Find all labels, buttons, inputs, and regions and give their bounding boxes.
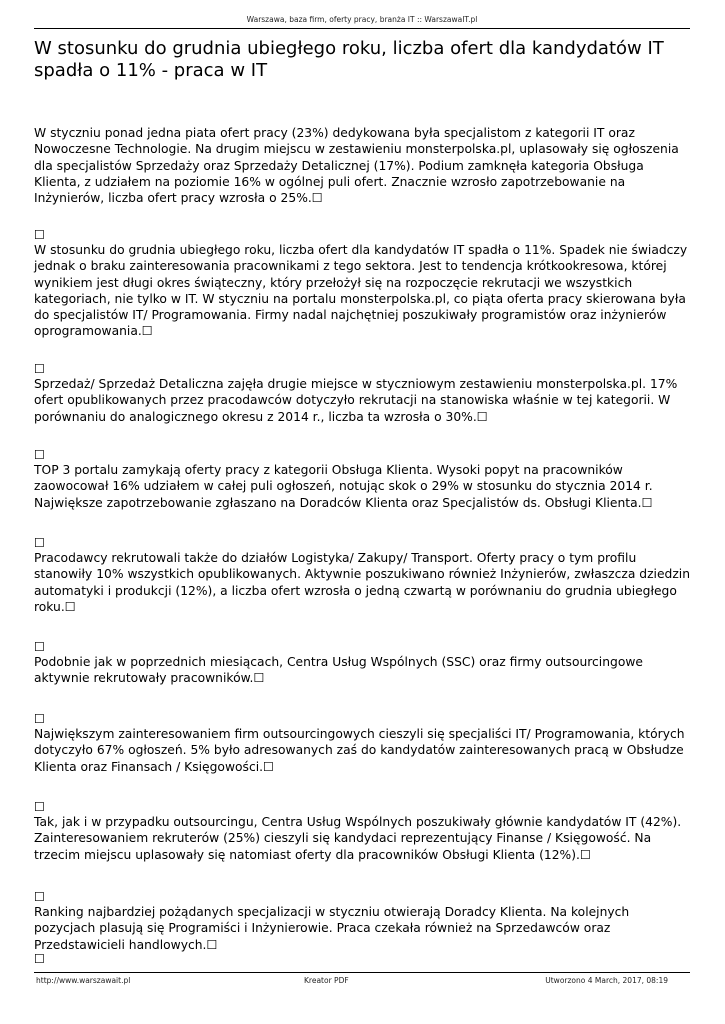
footer-divider [34, 972, 690, 973]
box-glyph-icon: ☐ [579, 847, 591, 862]
article-title: W stosunku do grudnia ubiegłego roku, liczba ofert dla kandydatów IT spadła o 11% - praca w IT [34, 38, 664, 81]
paragraph-7: Największym zainteresowaniem firm outsourcingowych cieszyli się specjaliści IT/ Programowania, których dotyczyło 67% ogłoszeń. 5% było adresowanych zaś do kandydatów zainteresowanych pracą w Obsłudze Klienta oraz Finansach / Księgowości.☐ [34, 727, 685, 774]
paragraph-6: Podobnie jak w poprzednich miesiącach, Centra Usług Wspólnych (SSC) oraz firmy outsourcingowe aktywnie rekrutowały pracowników.☐ [34, 655, 643, 686]
running-header: Warszawa, baza firm, oferty pracy, branża IT :: WarszawaIT.pl [246, 15, 478, 24]
paragraph-3: Sprzedaż/ Sprzedaż Detaliczna zajęła drugie miejsce w styczniowym zestawieniu monsterpolska.pl. 17% ofert opublikowanych przez pracodawców dotyczyło rekrutacji na stanowiska właśnie w tej kategorii. W porównaniu do analogicznego okresu z 2014 r., liczba ta wzrosła o 30%.☐ [34, 377, 678, 424]
paragraph-8: Tak, jak i w przypadku outsourcingu, Centra Usług Wspólnych poszukiwały głównie kandydatów IT (42%). Zainteresowaniem rekruterów (25%) cieszyli się kandydaci reprezentujący Finanse / Księgowość. Na trzecim miejscu uplasowały się natomiast oferty dla pracowników Obsługi Klienta (12%).☐ [34, 815, 682, 862]
box-glyph-icon: ☐ [34, 890, 46, 904]
box-glyph-icon: ☐ [476, 409, 488, 424]
paragraph-4: TOP 3 portalu zamykają oferty pracy z kategorii Obsługa Klienta. Wysoki popyt na pracowników zaowocował 16% udziałem w całej puli ogłoszeń, notując skok o 29% w stosunku do stycznia 2014 r. Największe zapotrzebowanie zgłaszano na Doradców Klienta oraz Specjalistów ds. Obsługi Klienta.☐ [34, 463, 653, 510]
footer-generator: Kreator PDF [304, 976, 349, 985]
box-glyph-icon: ☐ [253, 671, 265, 686]
box-glyph-icon: ☐ [34, 228, 46, 242]
box-glyph-icon: ☐ [34, 448, 46, 462]
box-glyph-icon: ☐ [34, 640, 46, 654]
box-glyph-icon: ☐ [641, 495, 653, 510]
paragraph-1: W styczniu ponad jedna piata ofert pracy (23%) dedykowana była specjalistom z kategorii IT oraz Nowoczesne Technologie. Na drugim miejscu w zestawieniu monsterpolska.pl, uplasowały się ogłoszenia dla specjalistów Sprzedaży oraz Sprzedaży Detalicznej (17%). Podium zamknęła kategoria Obsługa Klienta, z udziałem na poziomie 16% w ogólnej puli ofert. Znacznie wzrosło zapotrzebowanie na Inżynierów, liczba ofert pracy wzrosła o 25%.☐ [34, 126, 679, 206]
box-glyph-icon: ☐ [263, 759, 275, 774]
footer-url-link[interactable]: http://www.warszawait.pl [36, 976, 131, 985]
box-glyph-icon: ☐ [34, 536, 46, 550]
footer-created-date: Utworzono 4 March, 2017, 08:19 [545, 976, 668, 985]
box-glyph-icon: ☐ [311, 191, 323, 206]
box-glyph-icon: ☐ [64, 599, 76, 614]
box-glyph-icon: ☐ [34, 952, 46, 966]
paragraph-2: W stosunku do grudnia ubiegłego roku, liczba ofert dla kandydatów IT spadła o 11%. Spadek nie świadczy jednak o braku zainteresowania pracownikami z tego sektora. Jest to tendencja krótkookresowa, której wynikiem jest długi okres świąteczny, który przełożył się na rozpoczęcie rekrutacji we wszystkich kategoriach, nie tylko w IT. W styczniu na portalu monsterpolska.pl, co piąta oferta pracy skierowana była do specjalistów IT/ Programowania. Firmy nadal najchętniej poszukiwały programistów oraz inżynierów oprogramowania.☐ [34, 243, 688, 339]
paragraph-5: Pracodawcy rekrutowali także do działów Logistyka/ Zakupy/ Transport. Oferty pracy o tym profilu stanowiły 10% wszystkich opublikowanych. Aktywnie poszukiwano również Inżynierów, zwłaszcza dziedzin automatyki i produkcji (12%), a liczba ofert wzrosła o jedną czwartą w porównaniu do grudnia ubiegłego roku.☐ [34, 551, 691, 614]
box-glyph-icon: ☐ [34, 712, 46, 726]
box-glyph-icon: ☐ [34, 800, 46, 814]
box-glyph-icon: ☐ [206, 937, 218, 952]
box-glyph-icon: ☐ [34, 362, 46, 376]
box-glyph-icon: ☐ [141, 324, 153, 339]
paragraph-9: Ranking najbardziej pożądanych specjalizacji w styczniu otwierają Doradcy Klienta. Na kolejnych pozycjach plasują się Programiści i Inżynierowie. Praca czekała również na Sprzedawców oraz Przedstawicieli handlowych.☐ [34, 905, 630, 952]
header-divider [34, 28, 690, 29]
